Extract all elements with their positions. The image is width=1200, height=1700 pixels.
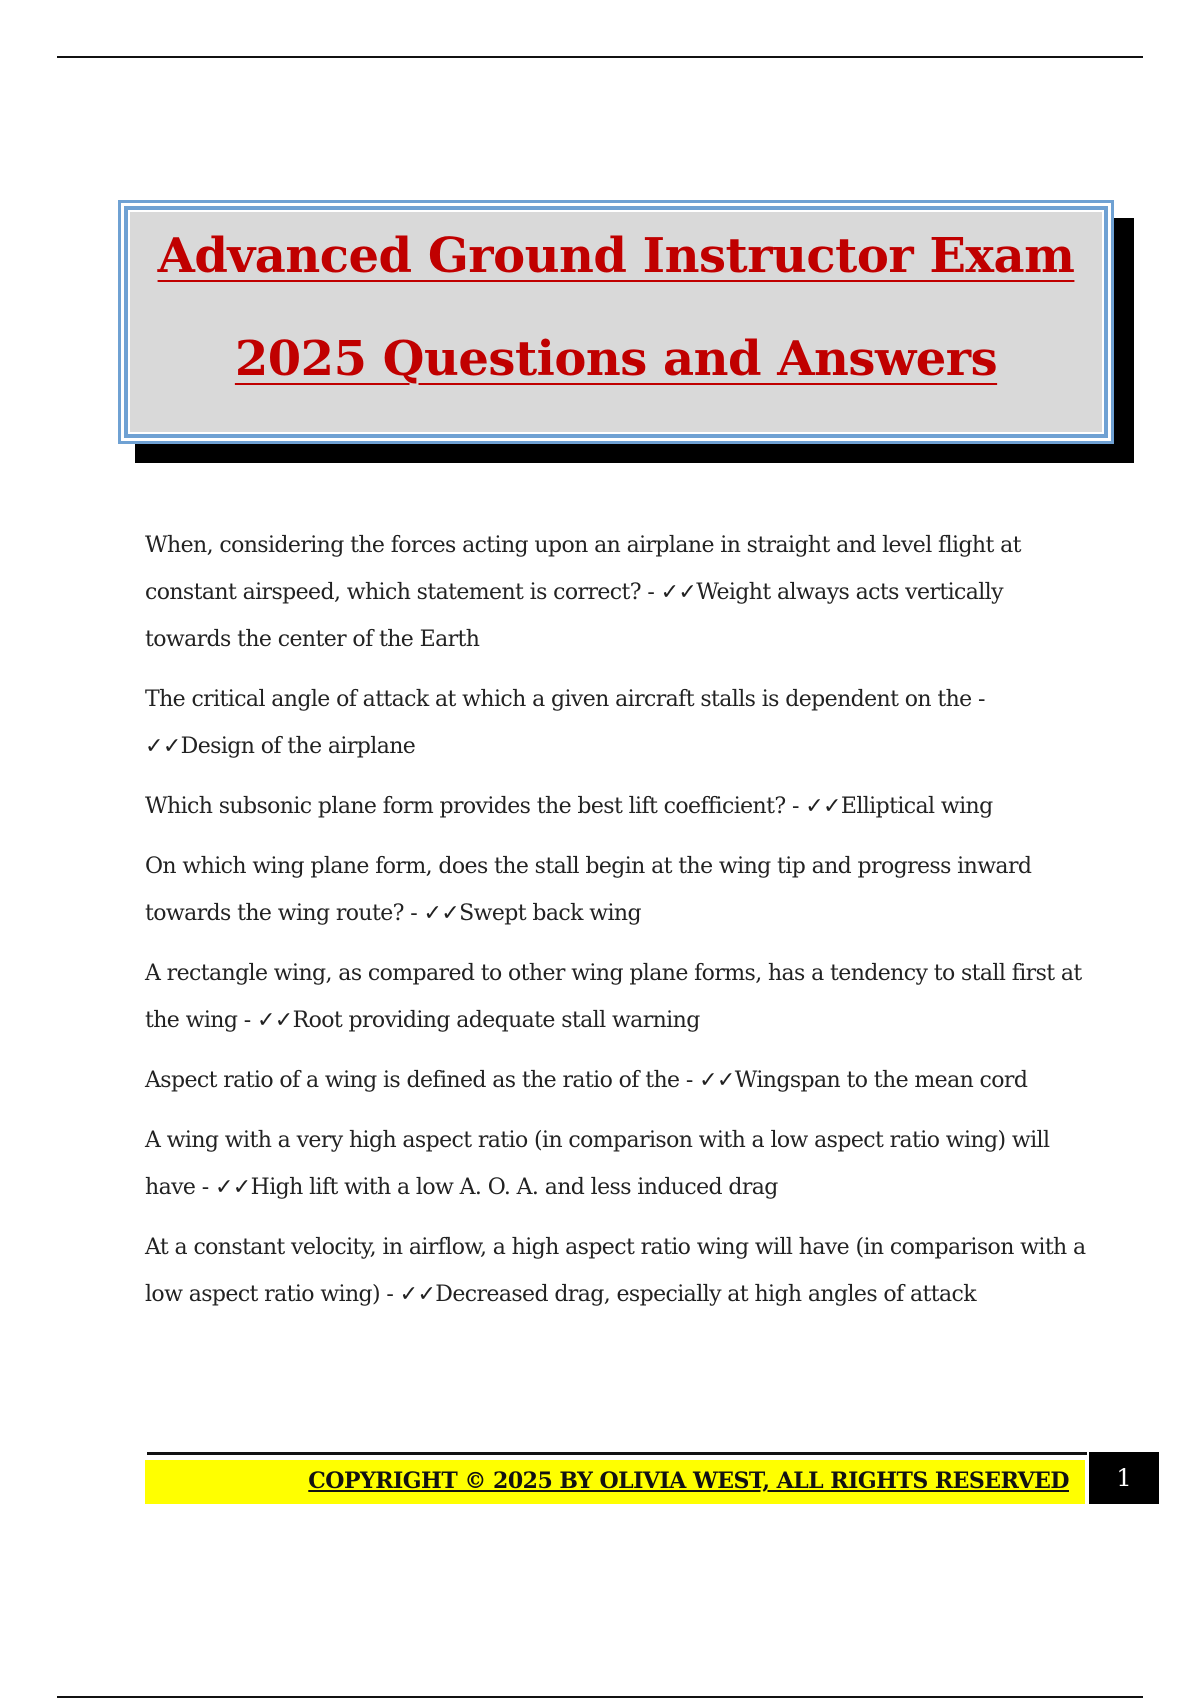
footer-copyright-bar: [145, 1460, 1085, 1504]
top-rule: [57, 56, 1143, 58]
qa-item-3: [145, 783, 1090, 830]
footer-rule: [147, 1452, 1087, 1455]
question-text: When, considering the forces acting upon an airplane in straight and level flight at constant airspeed, which statement is correct? -: [145, 533, 1021, 605]
title-line-2: [121, 331, 1111, 387]
qa-item-5: [145, 950, 1090, 1044]
answer-text: ✓✓Wingspan to the mean cord: [699, 1068, 1028, 1093]
qa-item-6: [145, 1057, 1090, 1104]
qa-item-1: [145, 522, 1090, 663]
answer-text: ✓✓Design of the airplane: [145, 734, 416, 759]
qa-list: [145, 522, 1090, 1331]
title-line-1-text: Advanced Ground Instructor Exam: [157, 228, 1075, 284]
title-box: [118, 200, 1114, 444]
title-line-1: [121, 228, 1111, 284]
answer-text: ✓✓Swept back wing: [423, 901, 641, 926]
question-text: At a constant velocity, in airflow, a high aspect ratio wing will have (in comparison with a low aspect ratio wing) -: [145, 1235, 1086, 1307]
page-number: 1: [1089, 1452, 1159, 1504]
qa-item-4: [145, 843, 1090, 937]
copyright-text: COPYRIGHT © 2025 BY OLIVIA WEST, ALL RIGHTS RESERVED: [308, 1468, 1069, 1494]
answer-text: ✓✓Weight always acts vertically towards the center of the Earth: [145, 580, 1003, 652]
answer-text: ✓✓Elliptical wing: [805, 794, 993, 819]
question-text: Which subsonic plane form provides the best lift coefficient? -: [145, 794, 806, 819]
question-text: A wing with a very high aspect ratio (in comparison with a low aspect ratio wing) will have -: [145, 1128, 1050, 1200]
title-line-2-text: 2025 Questions and Answers: [234, 331, 998, 387]
answer-text: ✓✓Root providing adequate stall warning: [256, 1008, 700, 1033]
qa-item-7: [145, 1117, 1090, 1211]
question-text: Aspect ratio of a wing is defined as the ratio of the -: [145, 1068, 700, 1093]
answer-text: ✓✓Decreased drag, especially at high angles of attack: [399, 1282, 976, 1307]
qa-item-2: [145, 676, 1090, 770]
question-text: A rectangle wing, as compared to other wing plane forms, has a tendency to stall first at the wing -: [145, 961, 1082, 1033]
question-text: The critical angle of attack at which a given aircraft stalls is dependent on the -: [145, 687, 985, 712]
question-text: On which wing plane form, does the stall begin at the wing tip and progress inward towards the wing route? -: [145, 854, 1032, 926]
bottom-rule: [57, 1696, 1143, 1698]
qa-item-8: [145, 1224, 1090, 1318]
answer-text: ✓✓High lift with a low A. O. A. and less induced drag: [214, 1175, 778, 1200]
